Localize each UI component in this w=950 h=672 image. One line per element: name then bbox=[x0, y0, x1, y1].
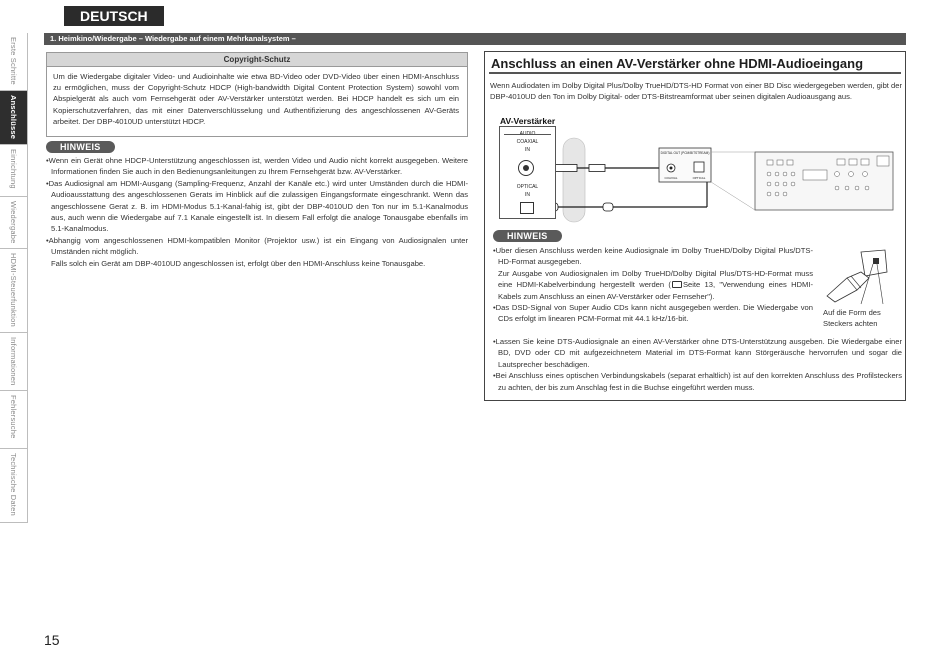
sidebar-item-label: HDMI-Steuerfunktion bbox=[9, 253, 18, 327]
section-title: 1. Heimkino/Wiedergabe – Wiedergabe auf einem Mehrkanalsystem – bbox=[44, 33, 906, 45]
sidebar-item-label: Einrichtung bbox=[9, 149, 18, 189]
page-number: 15 bbox=[44, 632, 60, 648]
list-item bbox=[493, 302, 813, 325]
sidebar-item-label: Anschlüsse bbox=[9, 95, 18, 140]
book-reference-icon bbox=[672, 281, 682, 288]
hinweis-badge-right: HINWEIS bbox=[493, 230, 562, 242]
sidebar-item-wiedergabe[interactable] bbox=[0, 197, 27, 249]
sidebar-item-anschluesse[interactable] bbox=[0, 91, 27, 145]
list-item bbox=[46, 178, 468, 235]
coaxial-plug-right bbox=[589, 165, 605, 172]
player-panel-label: DIGITAL OUT (PCM/BITSTREAM) bbox=[660, 151, 710, 155]
note-text: Lassen Sie keine DTS-Audiosignale an einen AV-Verstärker ohne DTS-Unterstützung ausgeben. Die Wiedergabe einer BD, DVD oder CD mit aufgezeichnetem Material im DTS-Format kann Störgeräusche hervorrufen und sogar die Lautsprecher beschädigen. bbox=[495, 337, 902, 369]
copyright-box bbox=[46, 52, 468, 137]
note-continuation: Falls solch ein Gerät am DBP-4010UD angeschlossen ist, erfolgt über den HDMI-Anschluss keine Tonausgabe. bbox=[51, 258, 426, 268]
left-notes-list bbox=[46, 155, 468, 269]
list-item bbox=[493, 336, 902, 370]
optical-plug-right bbox=[603, 203, 613, 211]
av-section-intro: Wenn Audiodaten im Dolby Digital Plus/Dolby TrueHD/DTS-HD Format von einer BD Disc wiedergegeben werden, gibt der DBP-4010UD den Ton im Dolby Digital- oder DTS-Bitstreamformat uber seinen digitalen Audioausgang aus. bbox=[490, 81, 902, 102]
sidebar-item-informationen[interactable] bbox=[0, 333, 27, 391]
language-tab: DEUTSCH bbox=[64, 6, 164, 26]
list-item bbox=[46, 155, 468, 178]
sidebar-item-hdmi-steuerfunktion[interactable] bbox=[0, 249, 27, 333]
sidebar-item-einrichtung[interactable] bbox=[0, 145, 27, 197]
optical-label: OPTICAL bbox=[516, 184, 539, 190]
note-text: Bei Anschluss eines optischen Verbindungskabels (separat erhaltlich) ist auf den korrekten Anschluss des Profilsteckers zu achten, der bis zum Anschlag fest in die Buchse eingeführt werden muss. bbox=[495, 371, 902, 392]
coaxial-in-label: IN bbox=[525, 147, 530, 153]
sidebar bbox=[0, 33, 28, 523]
sidebar-item-fehlersuche[interactable] bbox=[0, 391, 27, 449]
note-text: Seite 13, "Verwendung eines HDMI-Kabels zum Anschluss an einen AV-Verstärker oder Fernseher"). bbox=[498, 280, 814, 301]
hinweis-badge-left: HINWEIS bbox=[46, 141, 115, 153]
list-item bbox=[46, 235, 468, 258]
player-device bbox=[755, 152, 893, 210]
note-text: Das DSD-Signal von Super Audio CDs kann nicht ausgegeben werden. Die Wiedergabe von CDs erfolgt im linearen PCM-Format mit 44.1 kHz/16-bit. bbox=[495, 303, 813, 324]
coaxial-plug-left bbox=[555, 165, 577, 172]
amp-coaxial-jack bbox=[518, 160, 534, 176]
player-optical-jack bbox=[694, 162, 704, 172]
player-coaxial-label: COAXIAL bbox=[664, 176, 678, 180]
sidebar-item-erste-schritte[interactable] bbox=[0, 33, 27, 91]
list-item bbox=[493, 370, 902, 393]
note-text: Das Audiosignal am HDMI-Ausgang (Sampling-Frequenz, Anzahl der Kanäle etc.) wird unter Umständen durch die HDMI-Audioausstattung des angeschlossenen Gerats im Hinblick auf die zulassigen Eingangsformate eingeschrankt. Wenn das angeschlossene Gerat z. B. im HDMI-Modus 5.1-Kanal-fahig ist, gibt der DBP-4010UD den Ton nur im 5.1-Kanalmodus aus, auch wenn die Wiedergabe auf 7.1 Kanale eingestellt ist. In diesem Fall erfolgt die analoge Tonausgabe ebenfalls im 5.1-Kanalmodus. bbox=[48, 178, 468, 234]
note-text: Uber diesen Anschluss werden keine Audiosignale im Dolby TrueHD/Dolby Digital Plus/DTS-HD-Format ausgegeben. bbox=[495, 246, 813, 267]
copyright-title: Copyright-Schutz bbox=[47, 53, 467, 67]
sidebar-item-label: Informationen bbox=[9, 337, 18, 386]
copyright-text: Um die Wiedergabe digitaler Video- und Audioinhalte wie etwa BD-Video oder DVD-Video über einen HDMI-Anschluss zu ermöglichen, muss der Copyright-Schutz HDCP (High-bandwidth Digital Content Protection System) sowohl vom Abspielgerät als auch vom Fernsehgerät oder AV-Verstärker unterstützt werden. Bei HDCP handelt es sich um ein Kopierschutzverfahren, das mit einer Datenverschlüsselung und Authentifizierung des angeschlossenen AV-Geräts arbeitet. Der DBP-4010UD unterstützt HDCP. bbox=[53, 72, 459, 126]
sidebar-item-label: Wiedergabe bbox=[9, 201, 18, 244]
av-section-title: Anschluss an einen AV-Verstärker ohne HDMI-Audioeingang bbox=[489, 55, 901, 74]
player-optical-label: OPTICAL bbox=[692, 176, 706, 180]
list-item bbox=[493, 245, 813, 268]
right-notes-list bbox=[493, 245, 813, 325]
amp-optical-jack bbox=[520, 202, 534, 214]
cable-highlight bbox=[563, 138, 585, 222]
sidebar-item-label: Fehlersuche bbox=[9, 395, 18, 439]
coaxial-label: COAXIAL bbox=[516, 139, 539, 145]
note-text: Abhangig vom angeschlossenen HDMI-kompatiblen Monitor (Projektor usw.) ist ein Eingang von Audiosignalen unter Umständen nicht möglich. bbox=[48, 235, 468, 257]
audio-label: AUDIO bbox=[519, 131, 536, 137]
optical-plug-icon bbox=[821, 248, 899, 306]
optical-in-label: IN bbox=[525, 192, 530, 198]
av-amplifier-label: AV-Verstärker bbox=[500, 116, 556, 126]
sidebar-item-label: Technische Daten bbox=[9, 453, 18, 516]
note-continuation bbox=[493, 268, 813, 302]
av-amplifier-panel bbox=[499, 126, 556, 219]
av-amplifier-section bbox=[484, 51, 906, 401]
note-text: Wenn ein Gerät ohne HDCP-Unterstützung angeschlossen ist, werden Video und Audio nicht korrekt ausgegeben. Weitere Informationen finden Sie auch in den Bedienungsanleitungen zu Ihrem Fernsehgerät bzw. AV-Verstärker. bbox=[48, 156, 468, 177]
right-notes-list-wide bbox=[493, 336, 902, 393]
sidebar-item-label: Erste Schritte bbox=[9, 37, 18, 85]
sidebar-item-technische-daten[interactable] bbox=[0, 449, 27, 523]
note-text: Zur Ausgabe von Audiosignalen im Dolby TrueHD/Dolby Digital Plus/DTS-HD-Format muss eine HDMI-Kabelverbindung hergestellt werden ( bbox=[498, 268, 813, 290]
plug-caption: Auf die Form des Steckers achten bbox=[823, 308, 881, 328]
